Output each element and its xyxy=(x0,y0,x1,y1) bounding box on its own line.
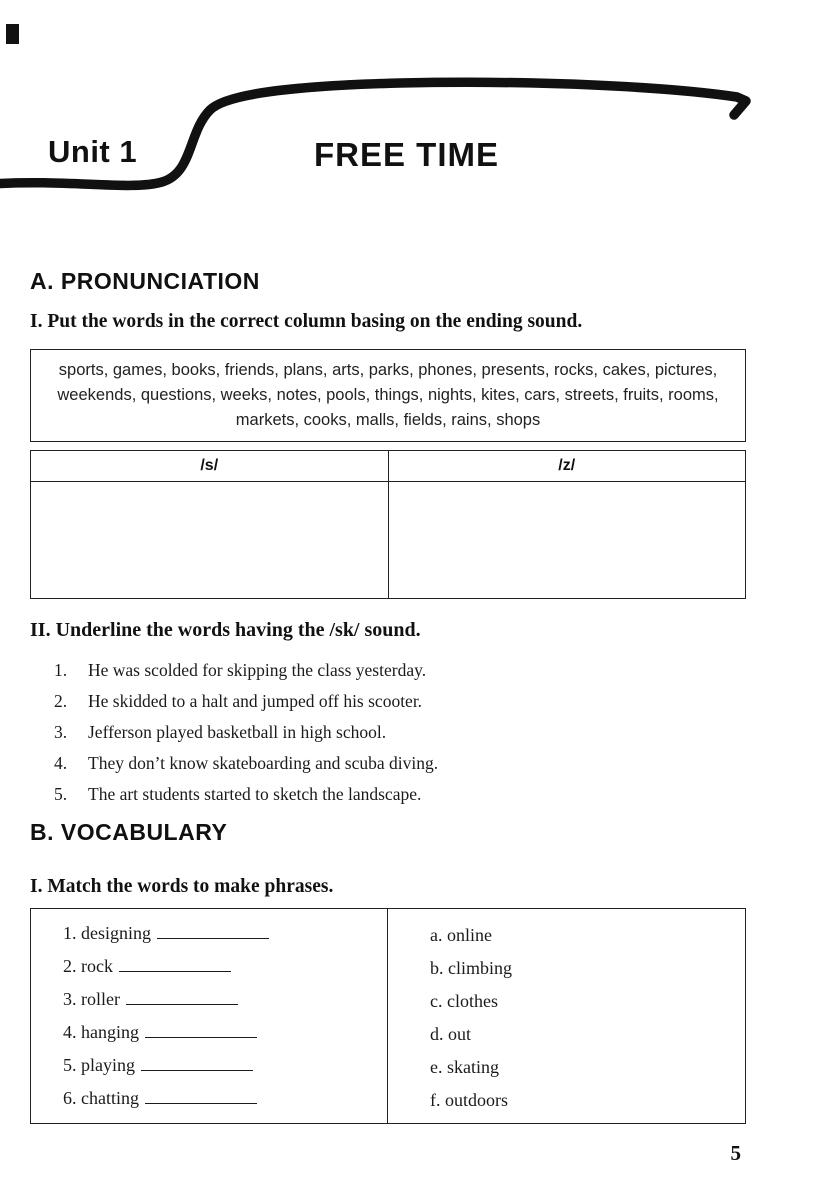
match-left-item[interactable] xyxy=(63,950,387,983)
answer-blank[interactable] xyxy=(157,924,269,939)
sentence-number: 1. xyxy=(54,660,68,680)
header-swoosh xyxy=(0,0,813,210)
sentence-text[interactable]: He was scolded for skipping the class yesterday. xyxy=(88,660,427,680)
sentence-item xyxy=(54,753,746,774)
page-title: FREE TIME xyxy=(313,136,499,173)
word-bank-line: sports, games, books, friends, plans, arts, parks, phones, presents, rocks, cakes, pictures, xyxy=(58,361,718,379)
match-left-column xyxy=(31,909,388,1123)
answer-blank[interactable] xyxy=(126,990,238,1005)
match-right-item[interactable]: b. climbing xyxy=(430,958,512,978)
word-bank xyxy=(30,349,746,442)
sentence-item xyxy=(54,722,746,743)
answer-blank[interactable] xyxy=(119,957,231,972)
sentence-number: 4. xyxy=(54,753,68,773)
exercise-a1-instruction: I. Put the words in the correct column basing on the ending sound. xyxy=(30,311,583,332)
unit-label: Unit 1 xyxy=(48,134,138,169)
match-left-label: 5. playing xyxy=(63,1055,135,1075)
page-number: 5 xyxy=(730,1141,741,1165)
matching-exercise-box xyxy=(30,908,746,1124)
match-left-item[interactable] xyxy=(63,1049,387,1082)
section-b-heading: B. VOCABULARY xyxy=(30,819,228,845)
pronunciation-table xyxy=(30,450,746,599)
section-a-heading: A. PRONUNCIATION xyxy=(30,268,260,294)
exercise-a2-instruction: II. Underline the words having the /sk/ sound. xyxy=(30,619,421,641)
match-left-item[interactable] xyxy=(63,1016,387,1049)
sentence-text[interactable]: The art students started to sketch the landscape. xyxy=(88,784,422,804)
match-left-item[interactable] xyxy=(63,917,387,950)
sentence-text[interactable]: They don’t know skateboarding and scuba diving. xyxy=(88,753,439,773)
sentence-text[interactable]: Jefferson played basketball in high school. xyxy=(88,722,387,742)
column-header-z: /z/ xyxy=(388,451,746,482)
match-left-label: 2. rock xyxy=(63,956,113,976)
match-left-label: 3. roller xyxy=(63,989,120,1009)
answer-blank[interactable] xyxy=(145,1089,257,1104)
sentence-number: 3. xyxy=(54,722,68,742)
sentence-item xyxy=(54,784,746,805)
match-left-label: 1. designing xyxy=(63,923,151,943)
sentence-text[interactable]: He skidded to a halt and jumped off his scooter. xyxy=(88,691,423,711)
match-right-column xyxy=(388,909,745,1123)
sentence-item xyxy=(54,660,746,681)
page-content xyxy=(30,268,746,1124)
answer-blank[interactable] xyxy=(141,1056,253,1071)
sentence-item xyxy=(54,691,746,712)
answer-blank[interactable] xyxy=(145,1023,257,1038)
word-bank-line: weekends, questions, weeks, notes, pools, things, nights, kites, cars, streets, fruits, rooms, xyxy=(57,386,719,404)
match-left-label: 4. hanging xyxy=(63,1022,139,1042)
column-header-s: /s/ xyxy=(31,451,389,482)
answer-cell-z[interactable] xyxy=(388,482,746,599)
sentence-list xyxy=(54,660,746,805)
word-bank-line: markets, cooks, malls, fields, rains, shops xyxy=(235,411,541,429)
answer-cell-s[interactable] xyxy=(31,482,389,599)
match-left-item[interactable] xyxy=(63,1082,387,1115)
sentence-number: 2. xyxy=(54,691,68,711)
exercise-b1-instruction: I. Match the words to make phrases. xyxy=(30,876,334,897)
match-right-item[interactable]: a. online xyxy=(430,925,492,945)
match-right-item[interactable]: f. outdoors xyxy=(430,1090,508,1110)
match-left-item[interactable] xyxy=(63,983,387,1016)
match-right-item[interactable]: c. clothes xyxy=(430,991,498,1011)
sentence-number: 5. xyxy=(54,784,68,804)
match-left-label: 6. chatting xyxy=(63,1088,139,1108)
match-right-item[interactable]: e. skating xyxy=(430,1057,499,1077)
match-right-item[interactable]: d. out xyxy=(430,1024,472,1044)
